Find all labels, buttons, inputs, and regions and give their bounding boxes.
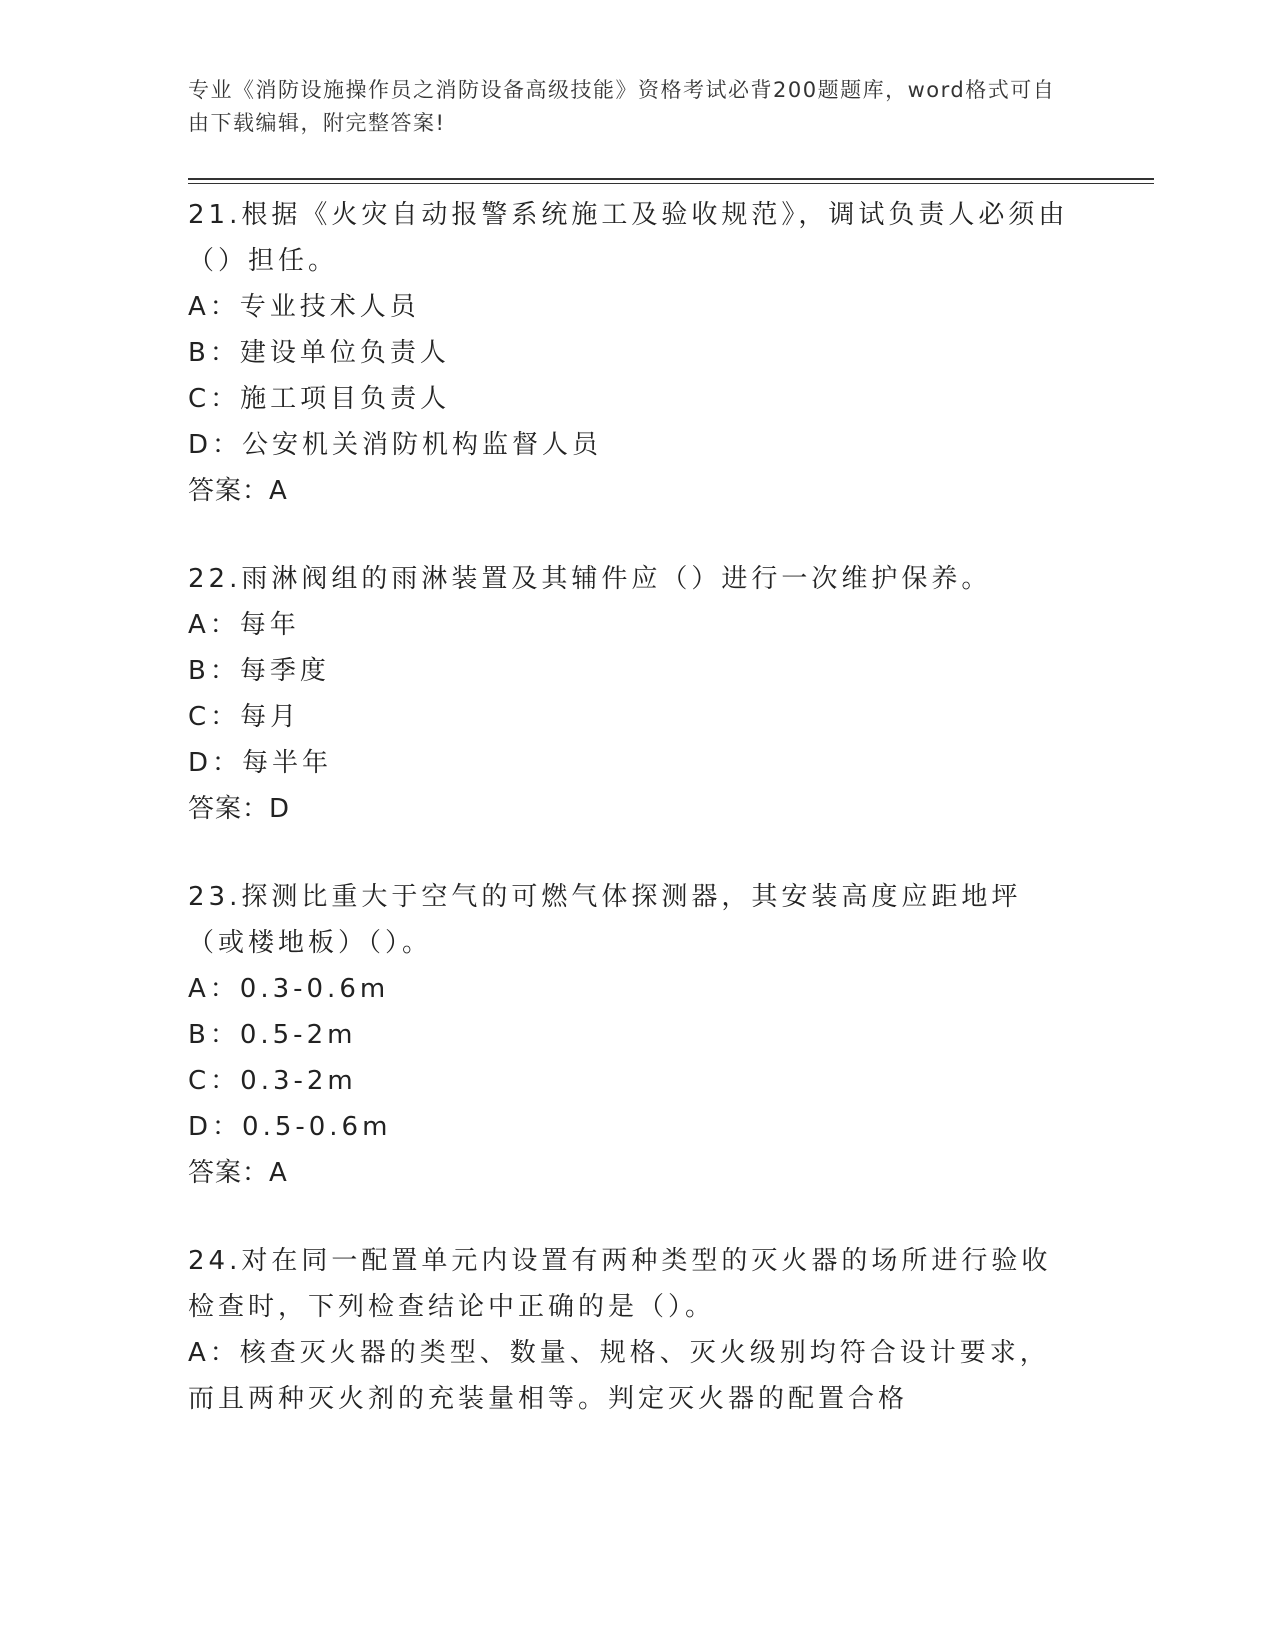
- question-text: 24.对在同一配置单元内设置有两种类型的灭火器的场所进行验收检查时，下列检查结论中正确的是（）。: [188, 1246, 1052, 1322]
- option-b: B：每季度: [188, 656, 330, 686]
- option-d: D：每半年: [188, 748, 333, 778]
- document-header: 专业《消防设施操作员之消防设备高级技能》资格考试必背200题题库，word格式可自由下载编辑，附完整答案!: [188, 78, 1056, 135]
- question-22: [188, 556, 1078, 832]
- option-b: B：0.5-2m: [188, 1020, 357, 1050]
- header-divider-thick: [188, 178, 1154, 180]
- answer: 答案：A: [188, 476, 288, 506]
- answer: 答案：A: [188, 1158, 288, 1188]
- option-a: A：核查灭火器的类型、数量、规格、灭火级别均符合设计要求，而且两种灭火剂的充装量相等。判定灭火器的配置合格: [188, 1338, 1050, 1414]
- question-24: [188, 1238, 1078, 1422]
- option-b: B：建设单位负责人: [188, 338, 450, 368]
- option-d: D：公安机关消防机构监督人员: [188, 430, 603, 460]
- option-a: A：专业技术人员: [188, 292, 420, 322]
- header-divider-thin: [188, 183, 1154, 184]
- question-text: 22.雨淋阀组的雨淋装置及其辅件应（）进行一次维护保养。: [188, 564, 992, 594]
- question-23: [188, 874, 1078, 1196]
- question-text: 21.根据《火灾自动报警系统施工及验收规范》，调试负责人必须由（）担任。: [188, 200, 1069, 276]
- question-text: 23.探测比重大于空气的可燃气体探测器，其安装高度应距地坪（或楼地板）（）。: [188, 882, 1022, 958]
- option-a: A：每年: [188, 610, 300, 640]
- question-21: [188, 192, 1078, 514]
- question-list: [188, 192, 1078, 1464]
- option-c: C：每月: [188, 702, 301, 732]
- option-c: C：施工项目负责人: [188, 384, 451, 414]
- option-c: C：0.3-2m: [188, 1066, 357, 1096]
- option-d: D：0.5-0.6m: [188, 1112, 392, 1142]
- answer: 答案：D: [188, 794, 291, 824]
- option-a: A：0.3-0.6m: [188, 974, 390, 1004]
